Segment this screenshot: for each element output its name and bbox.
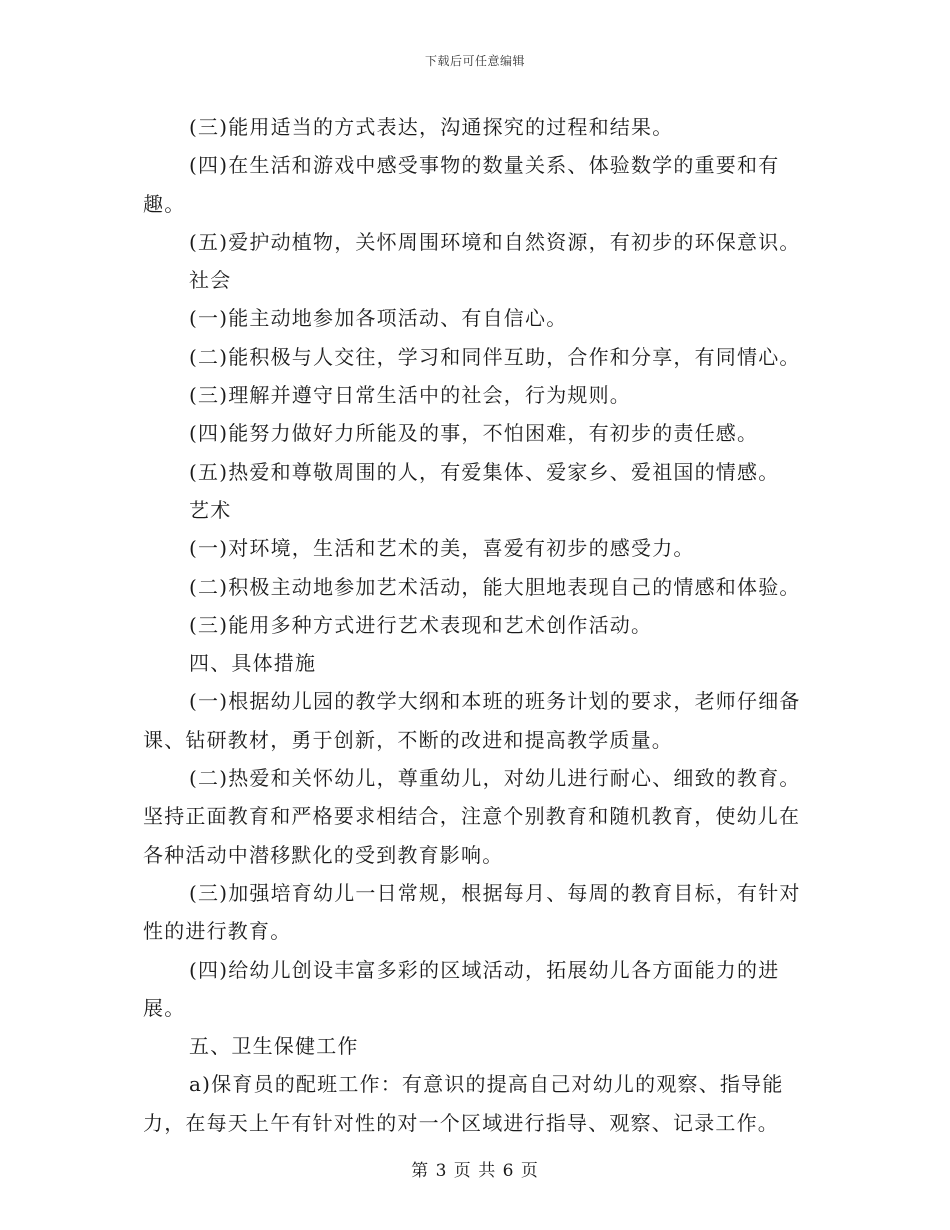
paragraph: (五)爱护动植物，关怀周围环境和自然资源，有初步的环保意识。 <box>189 229 801 254</box>
paragraph: (二)能积极与人交往，学习和同伴互助，合作和分享，有同情心。 <box>189 344 801 369</box>
paragraph: (四)给幼儿创设丰富多彩的区域活动，拓展幼儿各方面能力的进展。 <box>143 957 780 1020</box>
paragraph: (二)热爱和关怀幼儿，尊重幼儿，对幼儿进行耐心、细致的教育。坚持正面教育和严格要求相结合，注意个别教育和随机教育，使幼儿在各种活动中潜移默化的受到教育影响。 <box>143 766 801 867</box>
paragraph: (一)根据幼儿园的教学大纲和本班的班务计划的要求，老师仔细备课、钻研教材，勇于创新，不断的改进和提高教学质量。 <box>143 689 801 752</box>
paragraph: (四)能努力做好力所能及的事，不怕困难，有初步的责任感。 <box>189 421 759 446</box>
paragraph: (三)理解并遵守日常生活中的社会，行为规则。 <box>189 383 632 408</box>
page-number-footer: 第 3 页 共 6 页 <box>411 1161 539 1181</box>
section-heading-art: 艺术 <box>189 497 232 522</box>
paragraph: (三)能用多种方式进行艺术表现和艺术创作活动。 <box>189 612 653 637</box>
paragraph: (四)在生活和游戏中感受事物的数量关系、体验数学的重要和有趣。 <box>143 153 780 216</box>
paragraph: (一)对环境，生活和艺术的美，喜爱有初步的感受力。 <box>189 536 695 561</box>
section-heading-measures: 四、具体措施 <box>189 651 317 676</box>
section-heading-social: 社会 <box>189 268 232 293</box>
page-header: 下载后可任意编辑 <box>424 54 525 68</box>
paragraph: (五)热爱和尊敬周围的人，有爱集体、爱家乡、爱祖国的情感。 <box>189 459 780 484</box>
paragraph: a)保育员的配班工作：有意识的提高自己对幼儿的观察、指导能力，在每天上午有针对性的对一个区域进行指导、观察、记录工作。 <box>143 1072 784 1135</box>
paragraph: (三)加强培育幼儿一日常规，根据每月、每周的教育目标，有针对性的进行教育。 <box>143 880 801 944</box>
paragraph: (三)能用适当的方式表达，沟通探究的过程和结果。 <box>189 115 674 139</box>
section-heading-health: 五、卫生保健工作 <box>189 1034 359 1059</box>
document-body <box>143 108 813 1142</box>
paragraph: (二)积极主动地参加艺术活动，能大胆地表现自己的情感和体验。 <box>189 574 801 599</box>
paragraph: (一)能主动地参加各项活动、有自信心。 <box>189 306 568 331</box>
